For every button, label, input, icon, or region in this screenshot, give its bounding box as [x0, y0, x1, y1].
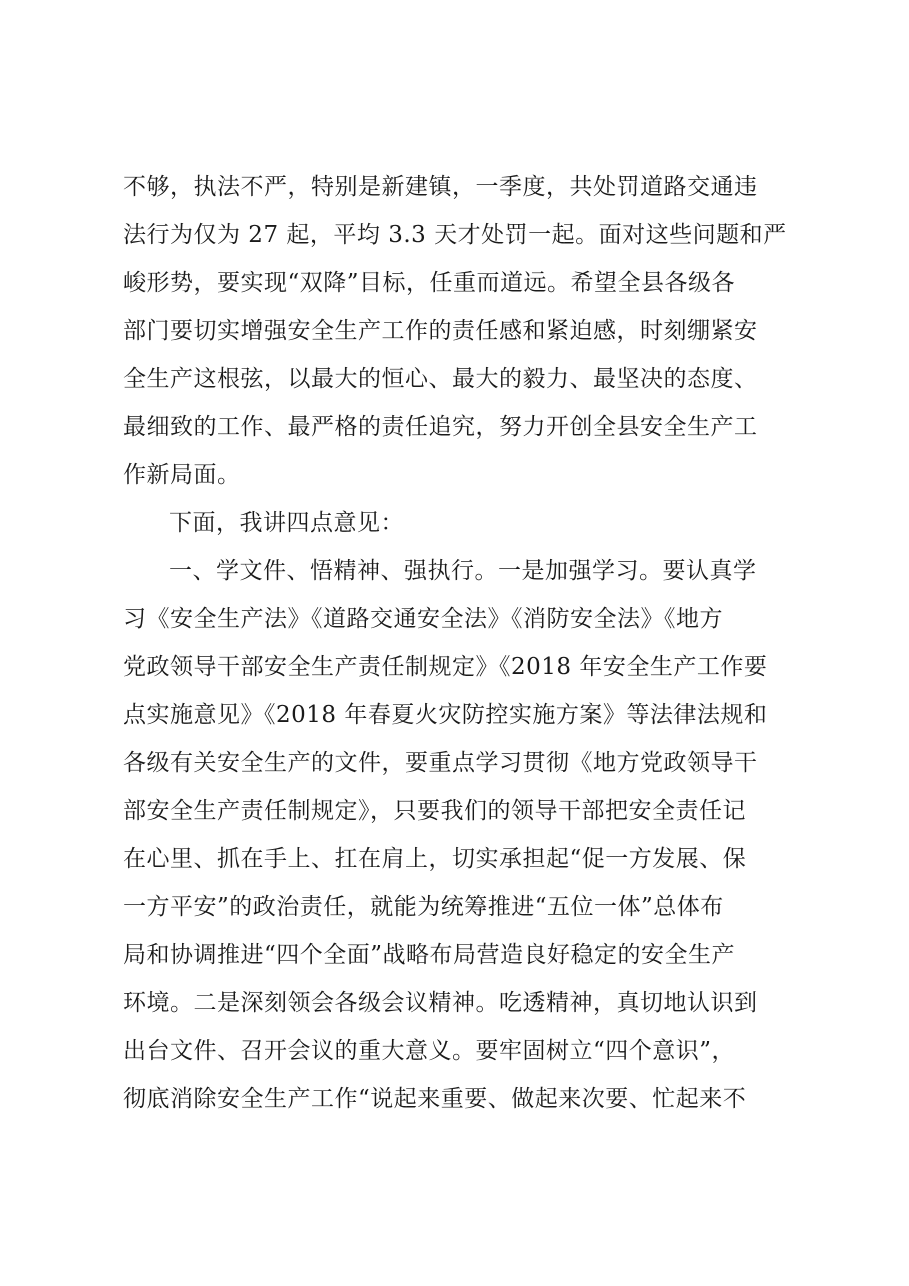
- text-line: 各级有关安全生产的文件，要重点学习贯彻《地方党政领导干: [123, 750, 758, 776]
- text-line: 部门要切实增强安全生产工作的责任感和紧迫感，时刻绷紧安: [123, 318, 758, 344]
- text-line: 法行为仅为 27 起，平均 3.3 天才处罚一起。面对这些问题和严: [123, 222, 787, 248]
- text-line: 在心里、抓在手上、扛在肩上，切实承担起“促一方发展、保: [123, 846, 747, 872]
- text-line: 环境。二是深刻领会各级会议精神。吃透精神，真切地认识到: [123, 990, 758, 1016]
- text-line: 出台文件、召开会议的重大意义。要牢固树立“四个意识”，: [123, 1038, 736, 1064]
- text-line: 作新局面。: [123, 462, 241, 488]
- text-line: 一、学文件、悟精神、强执行。一是加强学习。要认真学: [169, 558, 757, 584]
- text-line: 全生产这根弦，以最大的恒心、最大的毅力、最坚决的态度、: [123, 366, 758, 392]
- text-line: 一方平安”的政治责任，就能为统筹推进“五位一体”总体布: [123, 894, 724, 920]
- text-line: 峻形势，要实现“双降”目标，任重而道远。希望全县各级各: [123, 270, 736, 296]
- text-line: 不够，执法不严，特别是新建镇，一季度，共处罚道路交通违: [123, 174, 758, 200]
- text-line: 党政领导干部安全生产责任制规定》《2018 年安全生产工作要: [123, 654, 768, 680]
- text-line: 彻底消除安全生产工作“说起来重要、做起来次要、忙起来不: [123, 1086, 747, 1112]
- text-line: 局和协调推进“四个全面”战略布局营造良好稳定的安全生产: [123, 942, 736, 968]
- text-line: 最细致的工作、最严格的责任追究，努力开创全县安全生产工: [123, 414, 758, 440]
- text-line: 点实施意见》《2018 年春夏火灾防控实施方案》等法律法规和: [123, 702, 768, 728]
- text-line: 部安全生产责任制规定》，只要我们的领导干部把安全责任记: [123, 798, 746, 824]
- text-line: 下面，我讲四点意见：: [169, 510, 404, 536]
- text-line: 习《安全生产法》《道路交通安全法》《消防安全法》《地方: [123, 606, 723, 632]
